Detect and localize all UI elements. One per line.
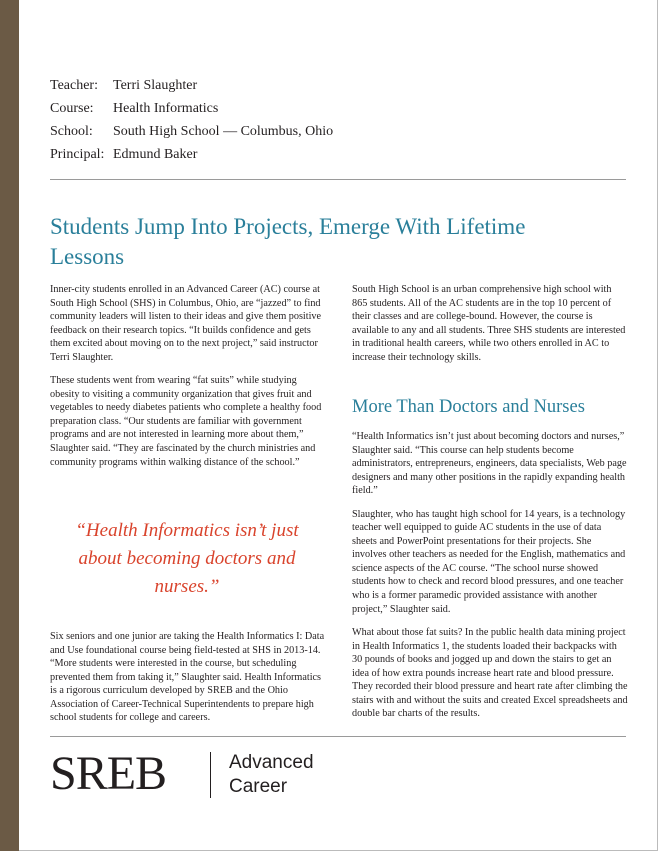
paragraph: Slaughter, who has taught high school for 14 years, is a technology teacher well equipped to guide AC students in the use of data sheets and PowerPoint presentations for their projects. She involves other teachers as needed for the English, mathematics and science aspects of the AC course. “The school nurse showed students how to check and record blood pressures, and one teacher who is a former paramedic provided assistance with another project,” Slaughter said. xyxy=(352,508,626,615)
paragraph: Six seniors and one junior are taking the Health Informatics I: Data and Use foundational course being field-tested at SHS in 2013-14. “More students were interested in the course, but scheduling prevented them from taking it,” Slaughter said. Health Informatics is a rigorous curriculum developed by SREB and the Ohio Association of Career-Technical Superintendents to prepare high school students for college and careers. xyxy=(50,631,325,724)
teacher-value: Terri Slaughter xyxy=(113,78,198,93)
footer-divider-line xyxy=(50,736,626,737)
tagline-line-2: Career xyxy=(229,776,288,797)
course-row xyxy=(50,97,333,120)
headline: Students Jump Into Projects, Emerge With Lifetime Lessons xyxy=(50,214,526,269)
paragraph: South High School is an urban comprehensive high school with 865 students. All of the AC students are in the top 10 percent of their classes and are college-bound. However, the course is available to any and all students. Three SHS students are interested in traditional health careers, while two others enrolled in AC to increase their technology skills. xyxy=(352,284,626,363)
course-label: Course: xyxy=(50,101,94,116)
paragraph: What about those fat suits? In the public health data mining project in Health Informatics 1, the students loaded their backpacks with 30 pounds of books and jogged up and down the stairs to get an idea of how extra pounds increase heart rate and blood pressure. They recorded their blood pressure and heart rate after climbing the stairs with and without the suits and created Excel spreadsheets and double bar charts of the results. xyxy=(352,627,628,720)
program-tagline xyxy=(229,751,314,799)
school-label: School: xyxy=(50,124,93,139)
teacher-row xyxy=(50,74,333,97)
page-sidebar-band xyxy=(0,0,19,851)
paragraph: “Health Informatics isn’t just about becoming doctors and nurses,” Slaughter said. “This course can help students become administrators, entrepreneurs, engineers, data specialists, Web page designers and many other positions in the rapidly expanding health field.” xyxy=(352,431,627,497)
left-column-top xyxy=(50,283,326,479)
left-column-bottom xyxy=(50,630,326,735)
tagline-line-1: Advanced xyxy=(229,752,314,773)
school-value: South High School — Columbus, Ohio xyxy=(113,124,334,139)
paragraph: These students went from wearing “fat suits” while studying obesity to visiting a community organization that gives fruit and vegetables to needy diabetes patients who complete a healthy food preparation class. “Our students are familiar with government programs and are not interested in learning more about them,” Slaughter said. “They are fascinated by the church ministries and community programs within walking distance of the school.” xyxy=(50,375,322,468)
course-value: Health Informatics xyxy=(113,101,219,116)
logo-separator xyxy=(210,752,211,798)
teacher-label: Teacher: xyxy=(50,78,98,93)
principal-label: Principal: xyxy=(50,147,105,162)
right-column-top xyxy=(352,283,628,374)
section-subhead: More Than Doctors and Nurses xyxy=(352,397,585,417)
course-info xyxy=(50,74,333,166)
pull-quote: “Health Informatics isn’t just about becoming doctors and nurses.” xyxy=(75,520,299,597)
principal-row xyxy=(50,143,333,166)
sreb-logo: SREB xyxy=(50,747,167,800)
paragraph: Inner-city students enrolled in an Advanced Career (AC) course at South High School (SHS) in Columbus, Ohio, are “jazzed” to find community leaders will listen to their ideas and give them positive feedback on their research topics. “It builds confidence and gets them excited about moving on to the next project,” said instructor Terri Slaughter. xyxy=(50,284,322,363)
right-column-bottom xyxy=(352,430,628,731)
header-divider xyxy=(50,179,626,180)
school-row xyxy=(50,120,333,143)
principal-value: Edmund Baker xyxy=(113,147,198,162)
